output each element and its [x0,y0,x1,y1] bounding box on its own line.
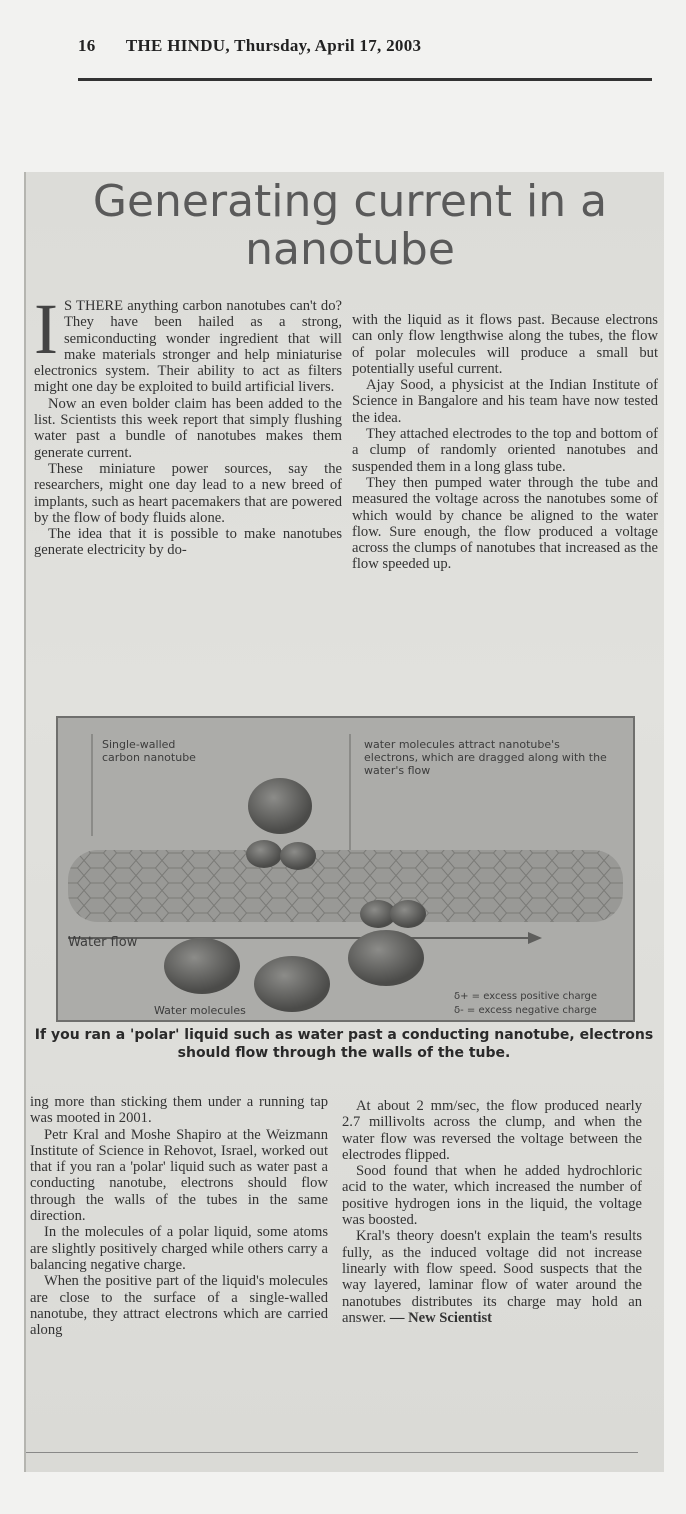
paragraph-14: Kral's theory doesn't explain the team's results fully, as the induced voltage did not increase linearly with flow speed. Sood suspects that the way layered, laminar flow of water around the nanotubes distributes its charge may hold an answer. — New Scientist [342,1228,642,1326]
paragraph-2: Now an even bolder claim has been added to the list. Scientists this week report that simply flushing water past a bundle of nanotubes makes them generate current. [34,395,342,461]
paragraph-3: These miniature power sources, say the researchers, might one day lead to a new breed of implants, such as heart pacemakers that are powered by the flow of body fluids alone. [34,460,342,526]
column-bottom-left [30,1094,328,1338]
drop-cap: I [34,289,58,369]
label-nanotube: Single-walled carbon nanotube [102,738,196,764]
legend-negative: δ- = excess negative charge [454,1005,597,1016]
water-molecule [280,842,316,870]
label-water-molecules: Water molecules [154,1004,246,1017]
paragraph-1: I S THERE anything carbon nanotubes can't do? They have been hailed as a strong, semiconducting wonder ingredient that will make materials stronger and help miniaturise electronics system. Their ability to act as filters might one day be exploited to build artificial livers. [34,289,342,396]
source-credit: — New Scientist [389,1309,492,1326]
nanotube-lattice [68,850,623,922]
column-bottom-right [342,1098,642,1326]
water-molecule [248,778,312,834]
water-molecule [246,840,282,868]
label-water-flow: Water flow [68,935,138,950]
nanotube-diagram [56,716,635,1022]
label-attract: water molecules attract nanotube's electrons, which are dragged along with the water's flow [364,738,607,777]
paragraph-11: When the positive part of the liquid's molecules are close to the surface of a single-walled nanotube, they attract electrons which are carried along [30,1273,328,1339]
masthead-rule [78,78,652,81]
paragraph-12: At about 2 mm/sec, the flow produced nearly 2.7 millivolts across the clump, and when the water flow was reversed the voltage between the electrodes flipped. [342,1098,642,1163]
paragraph-7: They attached electrodes to the top and bottom of a clump of randomly oriented nanotubes and suspended them in a long glass tube. [352,426,658,475]
masthead [78,36,650,56]
paragraph-9: Petr Kral and Moshe Shapiro at the Weizmann Institute of Science in Rehovot, Israel, worked out that if you ran a 'polar' liquid such as water past a conducting nanotube, electrons should flow through the walls of the tubes in the same direction. [30,1126,328,1225]
paragraph-10: In the molecules of a polar liquid, some atoms are slightly positively charged while others carry a balancing negative charge. [30,1224,328,1273]
legend-positive: δ+ = excess positive charge [454,991,598,1002]
paragraph-8: They then pumped water through the tube and measured the voltage across the nanotubes some of which would by chance be aligned to the water flow. Sure enough, the flow produced a voltage across the clumps of nanotubes that increased as the flow speeded up. [352,474,658,573]
paragraph-4: The idea that it is possible to make nanotubes generate electricity by do- [34,526,342,559]
page-number: 16 [78,36,96,55]
column-top-right [352,312,658,573]
paragraph-6: Ajay Sood, a physicist at the Indian Institute of Science in Bangalore and his team have now tested the idea. [352,377,658,426]
column-top-left [34,289,342,559]
headline: Generating current in a nanotube [92,176,608,275]
water-molecule [348,930,424,986]
paragraph-4-continued: ing more than sticking them under a running tap was mooted in 2001. [30,1094,328,1127]
paragraph-13: Sood found that when he added hydrochloric acid to the water, which increased the number of positive hydrogen ions in the liquid, the voltage was boosted. [342,1163,642,1229]
paragraph-5: with the liquid as it flows past. Because electrons can only flow lengthwise along the tubes, the flow of polar molecules will produce a small but potentially useful current. [352,312,658,377]
paper-dateline: THE HINDU, Thursday, April 17, 2003 [125,36,422,55]
water-molecule [390,900,426,928]
water-molecule [164,938,240,994]
figure-caption: If you ran a 'polar' liquid such as water past a conducting nanotube, electrons should flow through the walls of the tube. [34,1027,654,1061]
bottom-rule [26,1452,638,1453]
water-molecule [254,956,330,1012]
